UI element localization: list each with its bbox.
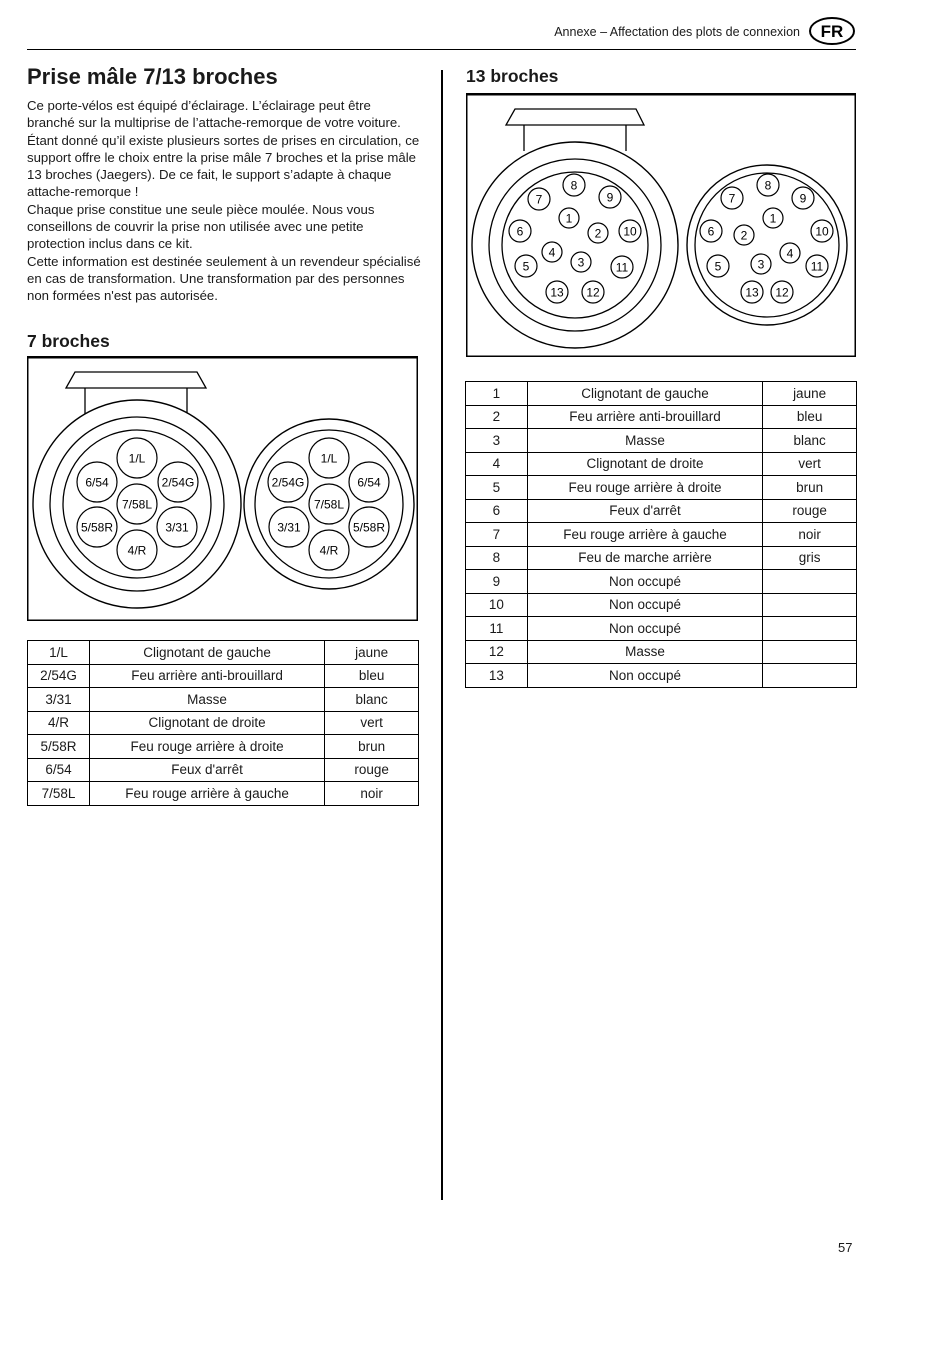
pin-label: 6/54 bbox=[357, 475, 381, 490]
pin bbox=[117, 484, 157, 524]
pin-color-cell: vert bbox=[763, 452, 857, 476]
pin-label: 7 bbox=[728, 191, 736, 206]
pin bbox=[546, 281, 568, 303]
table-row bbox=[466, 617, 857, 641]
column-divider bbox=[441, 70, 443, 1200]
intro-paragraph: Ce porte-vélos est équipé d’éclairage. L’éclairage peut être branché sur la multiprise de l’attache-remorque de votre voiture. Étant donné qu’il existe plusieurs sortes de prises en circulation, ce support offre le choix entre la prise mâle 7 broches et la prise mâle 13 broches (Jaegers). De ce fait, le support s’adapte à chaque attache-remorque ! bbox=[27, 98, 420, 200]
table-row bbox=[466, 570, 857, 594]
pin bbox=[763, 208, 783, 228]
pin bbox=[349, 507, 389, 547]
table-row bbox=[466, 640, 857, 664]
pin-label: 1/L bbox=[128, 451, 146, 466]
pin-pin-cell: 12 bbox=[466, 640, 528, 664]
pin-function-cell: Clignotant de droite bbox=[89, 711, 324, 735]
pin-color-cell bbox=[763, 570, 857, 594]
pin-color-cell bbox=[763, 593, 857, 617]
pin-function-cell: Masse bbox=[527, 640, 762, 664]
pin-pin-cell: 1 bbox=[466, 382, 528, 406]
pin-function-cell: Feu rouge arrière à droite bbox=[527, 476, 762, 500]
pin-label: 4/R bbox=[319, 543, 339, 558]
table-13-pins bbox=[465, 381, 857, 688]
table-row bbox=[28, 735, 419, 759]
intro-paragraph: Chaque prise constitue une seule pièce moulée. Nous vous conseillons de couvrir la prise non utilisée avec une petite protection inclus dans ce kit. bbox=[27, 201, 375, 252]
diagram-13-pins bbox=[466, 93, 856, 357]
pin-pin-cell: 7 bbox=[466, 523, 528, 547]
table-row bbox=[466, 499, 857, 523]
pin bbox=[309, 438, 349, 478]
pin-label: 11 bbox=[615, 260, 629, 275]
pin bbox=[721, 187, 743, 209]
pin-label: 2 bbox=[740, 228, 748, 243]
table-row bbox=[466, 476, 857, 500]
pin-function-cell: Masse bbox=[527, 429, 762, 453]
pin bbox=[268, 462, 308, 502]
table-7-pins bbox=[27, 640, 419, 806]
pin bbox=[528, 188, 550, 210]
pin bbox=[599, 186, 621, 208]
pin-function-cell: Masse bbox=[89, 688, 324, 712]
pin-color-cell: rouge bbox=[763, 499, 857, 523]
pin-label: 13 bbox=[745, 285, 759, 300]
pin-label: 3 bbox=[577, 255, 585, 270]
pin bbox=[806, 255, 828, 277]
pin-pin-cell: 7/58L bbox=[28, 782, 90, 806]
pin bbox=[751, 254, 771, 274]
table-row bbox=[466, 664, 857, 688]
pin-label: 9 bbox=[606, 190, 614, 205]
pin bbox=[77, 462, 117, 502]
pin-color-cell: brun bbox=[325, 735, 419, 759]
table-row bbox=[28, 688, 419, 712]
pin bbox=[158, 462, 198, 502]
pin-function-cell: Feu rouge arrière à droite bbox=[89, 735, 324, 759]
pin-pin-cell: 4 bbox=[466, 452, 528, 476]
pin-label: 5 bbox=[522, 259, 530, 274]
pin-label: 6 bbox=[516, 224, 524, 239]
pin bbox=[349, 462, 389, 502]
pin bbox=[741, 281, 763, 303]
pin-pin-cell: 6/54 bbox=[28, 758, 90, 782]
table-row bbox=[28, 782, 419, 806]
pin-pin-cell: 8 bbox=[466, 546, 528, 570]
pin bbox=[117, 438, 157, 478]
subtitle-13-pins: 13 broches bbox=[466, 66, 559, 86]
pin-label: 7/58L bbox=[121, 497, 153, 512]
table-row bbox=[466, 523, 857, 547]
pin-pin-cell: 4/R bbox=[28, 711, 90, 735]
pin-color-cell: noir bbox=[763, 523, 857, 547]
pin-color-cell: rouge bbox=[325, 758, 419, 782]
pin-function-cell: Feu rouge arrière à gauche bbox=[527, 523, 762, 547]
pin-function-cell: Feu de marche arrière bbox=[527, 546, 762, 570]
pin-label: 7/58L bbox=[313, 497, 345, 512]
pin-color-cell: blanc bbox=[763, 429, 857, 453]
table-row bbox=[28, 664, 419, 688]
pin-pin-cell: 13 bbox=[466, 664, 528, 688]
pin bbox=[734, 225, 754, 245]
pin-label: 4 bbox=[786, 246, 794, 261]
pin bbox=[509, 220, 531, 242]
pin-label: 5/58R bbox=[80, 520, 114, 535]
pin-label: 6/54 bbox=[85, 475, 109, 490]
table-row bbox=[466, 546, 857, 570]
pin bbox=[309, 484, 349, 524]
pin-color-cell: bleu bbox=[325, 664, 419, 688]
pin-label: 5/58R bbox=[352, 520, 386, 535]
pin-pin-cell: 10 bbox=[466, 593, 528, 617]
pin bbox=[117, 530, 157, 570]
pin-color-cell bbox=[763, 640, 857, 664]
pin-function-cell: Clignotant de gauche bbox=[527, 382, 762, 406]
pin-pin-cell: 9 bbox=[466, 570, 528, 594]
pin bbox=[571, 252, 591, 272]
pin-label: 6 bbox=[707, 224, 715, 239]
header-title: Annexe – Affectation des plots de connexion bbox=[554, 25, 800, 39]
header-rule bbox=[27, 49, 856, 50]
table-row bbox=[466, 429, 857, 453]
pin-pin-cell: 2 bbox=[466, 405, 528, 429]
pin-color-cell: noir bbox=[325, 782, 419, 806]
pin bbox=[780, 243, 800, 263]
pin-label: 3 bbox=[757, 257, 765, 272]
pin-function-cell: Non occupé bbox=[527, 570, 762, 594]
pin-pin-cell: 3 bbox=[466, 429, 528, 453]
pin bbox=[157, 507, 197, 547]
pin-label: 2 bbox=[594, 226, 602, 241]
pin-function-cell: Clignotant de gauche bbox=[89, 641, 324, 665]
pin-function-cell: Feu rouge arrière à gauche bbox=[89, 782, 324, 806]
table-row bbox=[466, 382, 857, 406]
pin-pin-cell: 2/54G bbox=[28, 664, 90, 688]
pin-color-cell: jaune bbox=[325, 641, 419, 665]
pin bbox=[515, 255, 537, 277]
pin bbox=[269, 507, 309, 547]
language-badge-label: FR bbox=[820, 22, 844, 41]
pin-color-cell: vert bbox=[325, 711, 419, 735]
pin-color-cell bbox=[763, 664, 857, 688]
pin-label: 7 bbox=[535, 192, 543, 207]
pin-label: 12 bbox=[775, 285, 789, 300]
pin bbox=[542, 242, 562, 262]
intro-text bbox=[27, 97, 422, 305]
table-row bbox=[466, 452, 857, 476]
subtitle-7-pins: 7 broches bbox=[27, 331, 110, 351]
pin-color-cell: brun bbox=[763, 476, 857, 500]
pin bbox=[792, 187, 814, 209]
pin-function-cell: Non occupé bbox=[527, 617, 762, 641]
pin-pin-cell: 3/31 bbox=[28, 688, 90, 712]
pin-pin-cell: 5/58R bbox=[28, 735, 90, 759]
page-number: 57 bbox=[838, 1240, 853, 1255]
pin bbox=[588, 223, 608, 243]
pin-label: 2/54G bbox=[161, 475, 195, 490]
pin-function-cell: Clignotant de droite bbox=[527, 452, 762, 476]
table-row bbox=[28, 641, 419, 665]
pin bbox=[771, 281, 793, 303]
pin bbox=[619, 220, 641, 242]
pin-label: 8 bbox=[764, 178, 772, 193]
pin-color-cell: bleu bbox=[763, 405, 857, 429]
pin-color-cell: blanc bbox=[325, 688, 419, 712]
pin bbox=[582, 281, 604, 303]
pin bbox=[559, 208, 579, 228]
pin-function-cell: Feux d'arrêt bbox=[89, 758, 324, 782]
pin-label: 1 bbox=[565, 211, 573, 226]
pin-label: 4/R bbox=[127, 543, 147, 558]
pin-label: 8 bbox=[570, 178, 578, 193]
pin-function-cell: Feu arrière anti-brouillard bbox=[527, 405, 762, 429]
pin-function-cell: Feux d'arrêt bbox=[527, 499, 762, 523]
pin-pin-cell: 6 bbox=[466, 499, 528, 523]
pin bbox=[563, 174, 585, 196]
page-title: Prise mâle 7/13 broches bbox=[27, 64, 278, 89]
pin-label: 9 bbox=[799, 191, 807, 206]
diagram-7-pins bbox=[27, 356, 418, 621]
pin-label: 4 bbox=[548, 245, 556, 260]
pin bbox=[707, 255, 729, 277]
pin-label: 12 bbox=[586, 285, 600, 300]
pin-label: 13 bbox=[550, 285, 564, 300]
pin-pin-cell: 5 bbox=[466, 476, 528, 500]
pin-label: 10 bbox=[623, 224, 637, 239]
pin-label: 5 bbox=[714, 259, 722, 274]
pin bbox=[700, 220, 722, 242]
pin-label: 2/54G bbox=[271, 475, 305, 490]
pin-function-cell: Non occupé bbox=[527, 593, 762, 617]
pin-label: 11 bbox=[810, 259, 824, 274]
pin-function-cell: Feu arrière anti-brouillard bbox=[89, 664, 324, 688]
pin-label: 3/31 bbox=[277, 520, 301, 535]
pin-label: 10 bbox=[815, 224, 829, 239]
pin-function-cell: Non occupé bbox=[527, 664, 762, 688]
table-row bbox=[466, 405, 857, 429]
pin-label: 3/31 bbox=[165, 520, 189, 535]
pin bbox=[611, 256, 633, 278]
pin-pin-cell: 11 bbox=[466, 617, 528, 641]
pin bbox=[757, 174, 779, 196]
pin-label: 1 bbox=[769, 211, 777, 226]
pin bbox=[77, 507, 117, 547]
pin-color-cell bbox=[763, 617, 857, 641]
table-row bbox=[28, 758, 419, 782]
pin bbox=[811, 220, 833, 242]
pin-color-cell: jaune bbox=[763, 382, 857, 406]
pin-pin-cell: 1/L bbox=[28, 641, 90, 665]
table-row bbox=[466, 593, 857, 617]
plug-13-right bbox=[687, 165, 847, 325]
table-row bbox=[28, 711, 419, 735]
pin-color-cell: gris bbox=[763, 546, 857, 570]
pin bbox=[309, 530, 349, 570]
intro-paragraph: Cette information est destinée seulement à un revendeur spécialisé en cas de transformation. Une transformation par des personnes non formées n'est pas autorisée. bbox=[27, 253, 421, 304]
plug-7-right bbox=[244, 419, 414, 589]
pin-label: 1/L bbox=[320, 451, 338, 466]
language-badge bbox=[808, 16, 856, 46]
